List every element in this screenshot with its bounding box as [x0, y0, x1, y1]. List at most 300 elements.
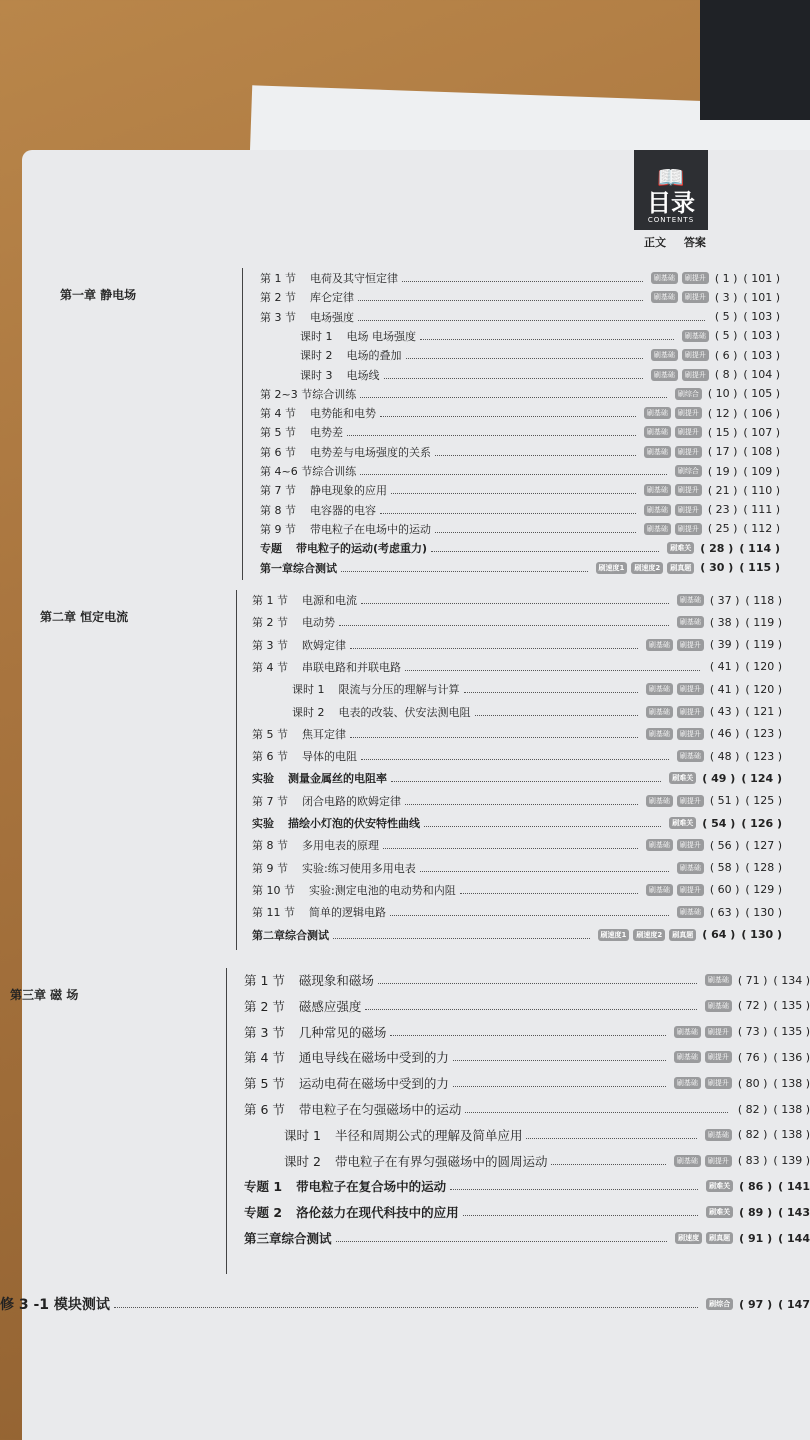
practice-badge: 刷难关 — [669, 772, 696, 784]
chapter-2-title: 第二章 恒定电流 — [40, 610, 129, 624]
practice-badge: 刷提升 — [677, 728, 704, 740]
toc-number: 第 5 节 — [244, 1076, 285, 1092]
answer-page-number: ( 130 ) — [741, 928, 782, 941]
toc-title: 电场 电场强度 — [346, 329, 416, 343]
practice-badge: 刷提升 — [705, 1026, 732, 1038]
leader-dots — [435, 454, 636, 456]
toc-row[interactable] — [244, 998, 810, 1014]
toc-title: 描绘小灯泡的伏安特性曲线 — [288, 817, 420, 830]
practice-badge: 刷基础 — [646, 683, 673, 695]
leader-dots — [406, 357, 643, 359]
practice-badge: 刷提升 — [682, 291, 709, 303]
leader-dots — [435, 531, 636, 533]
leader-dots — [391, 780, 661, 782]
toc-title: 欧姆定律 — [302, 638, 346, 652]
toc-row[interactable] — [252, 592, 782, 608]
toc-title: 带电粒子的运动(考虑重力) — [296, 542, 428, 556]
leader-dots — [420, 338, 674, 340]
toc-number: 第 2~3 节综合训练 — [260, 387, 357, 401]
practice-badge: 刷提升 — [677, 839, 704, 851]
practice-badge: 刷速度2 — [633, 929, 665, 941]
leader-dots — [360, 473, 667, 475]
module-test-badge: 刷综合 — [706, 1298, 733, 1310]
leader-dots — [380, 512, 636, 514]
page-number: ( 82 ) — [737, 1128, 768, 1142]
toc-row[interactable] — [260, 424, 780, 440]
toc-number: 课时 1 — [300, 329, 333, 343]
leader-dots — [424, 825, 661, 827]
toc-row[interactable] — [300, 328, 780, 344]
page-number: ( 73 ) — [737, 1025, 768, 1039]
toc-number: 第 4~6 节综合训练 — [260, 465, 357, 478]
page-number: ( 80 ) — [737, 1076, 768, 1090]
toc-row[interactable] — [260, 289, 780, 305]
practice-badge: 刷真题 — [667, 562, 694, 574]
practice-badge: 刷提升 — [677, 639, 704, 651]
answer-page-number: ( 129 ) — [745, 883, 782, 897]
toc-title: 带电粒子在匀强磁场中的运动 — [298, 1102, 462, 1117]
toc-row[interactable] — [244, 1075, 810, 1091]
page-number: ( 86 ) — [739, 1179, 773, 1193]
page-subtitle: CONTENTS — [647, 216, 695, 224]
page-number: ( 10 ) — [707, 387, 738, 401]
page-number: ( 46 ) — [709, 727, 740, 741]
practice-badge: 刷速度1 — [596, 562, 628, 574]
answer-page-number: ( 124 ) — [741, 771, 782, 785]
book-icon: 📖 — [657, 166, 685, 191]
toc-title: 静电现象的应用 — [310, 484, 387, 498]
page-number: ( 49 ) — [702, 771, 736, 785]
toc-row[interactable] — [260, 270, 780, 286]
page-number: ( 58 ) — [709, 861, 740, 875]
toc-number: 第 6 节 — [244, 1102, 285, 1117]
toc-row[interactable] — [260, 463, 780, 479]
page-number: ( 82 ) — [737, 1102, 768, 1116]
toc-row[interactable] — [260, 482, 780, 498]
toc-row[interactable] — [292, 704, 782, 720]
toc-number: 课时 1 — [292, 683, 325, 697]
page-number: ( 28 ) — [700, 541, 734, 555]
practice-badge: 刷基础 — [677, 862, 704, 874]
toc-row[interactable] — [260, 386, 780, 402]
leader-dots — [391, 492, 636, 494]
practice-badge: 刷基础 — [644, 446, 671, 458]
toc-row[interactable] — [252, 793, 782, 809]
practice-badge: 刷综合 — [675, 465, 702, 477]
toc-title: 闭合电路的欧姆定律 — [302, 794, 401, 808]
toc-title: 电动势 — [302, 616, 335, 630]
toc-number: 第 9 节 — [260, 522, 296, 536]
practice-badge: 刷难关 — [669, 817, 696, 829]
toc-number: 第 8 节 — [252, 839, 288, 853]
practice-badge: 刷基础 — [646, 884, 673, 896]
toc-title: 测量金属丝的电阻率 — [288, 772, 387, 786]
leader-dots — [360, 396, 667, 398]
toc-row[interactable] — [244, 1101, 810, 1117]
toc-row[interactable] — [252, 614, 782, 630]
answer-page-number: ( 138 ) — [773, 1128, 810, 1142]
practice-badge: 刷基础 — [651, 291, 678, 303]
practice-badge: 刷基础 — [644, 407, 671, 419]
page-number: ( 41 ) — [709, 660, 740, 674]
toc-row[interactable] — [244, 1024, 810, 1040]
practice-badge: 刷基础 — [677, 616, 704, 628]
answer-page-number: ( 121 ) — [745, 705, 782, 718]
leader-dots — [378, 982, 697, 984]
module-test-page: ( 97 ) — [739, 1297, 773, 1311]
leader-dots — [347, 434, 636, 436]
practice-badge: 刷基础 — [646, 839, 673, 851]
leader-dots — [453, 1085, 666, 1087]
toc-number: 课时 2 — [292, 705, 325, 719]
page-number: ( 23 ) — [707, 503, 738, 517]
practice-badge: 刷基础 — [644, 523, 671, 535]
toc-number: 第 5 节 — [252, 727, 288, 741]
leader-dots — [336, 1240, 668, 1242]
toc-row[interactable] — [260, 309, 780, 325]
answer-page-number: ( 106 ) — [743, 406, 780, 420]
practice-badge: 刷提升 — [675, 407, 702, 419]
page-number: ( 41 ) — [709, 682, 740, 696]
answer-page-number: ( 120 ) — [745, 682, 782, 696]
practice-badge: 刷提升 — [675, 523, 702, 535]
toc-number: 专题 — [260, 542, 282, 556]
answer-page-number: ( 138 ) — [773, 1076, 810, 1090]
toc-number: 第 3 节 — [260, 310, 296, 324]
toc-row[interactable] — [252, 726, 782, 742]
toc-title: 限流与分压的理解与计算 — [338, 683, 460, 697]
toc-number: 第 11 节 — [252, 906, 295, 920]
page-number: ( 48 ) — [709, 749, 740, 763]
leader-dots — [390, 914, 669, 916]
answer-page-number: ( 118 ) — [745, 593, 782, 607]
leader-dots — [475, 714, 638, 716]
toc-title: 带电粒子在复合场中的运动 — [296, 1179, 447, 1195]
toc-row[interactable] — [284, 1153, 810, 1169]
answer-page-number: ( 115 ) — [739, 561, 780, 574]
toc-title: 焦耳定律 — [302, 727, 346, 741]
leader-dots — [431, 550, 659, 552]
toc-number: 第 4 节 — [260, 407, 296, 421]
practice-badge: 刷基础 — [677, 906, 704, 918]
toc-row[interactable] — [260, 444, 780, 460]
page-number: ( 39 ) — [709, 638, 740, 652]
toc-row[interactable] — [252, 904, 782, 920]
page-number: ( 25 ) — [707, 522, 738, 536]
practice-badge: 刷真题 — [669, 929, 696, 941]
toc-number: 专题 1 — [244, 1179, 283, 1195]
practice-badge: 刷难关 — [706, 1206, 733, 1218]
toc-row[interactable] — [252, 770, 782, 786]
leader-dots — [361, 602, 669, 604]
toc-row[interactable] — [252, 815, 782, 831]
column-answer: 答案 — [683, 236, 706, 249]
toc-title: 电场强度 — [310, 310, 354, 324]
toc-title: 电场线 — [346, 368, 380, 382]
toc-number: 第 2 节 — [244, 998, 285, 1014]
toc-title: 多用电表的原理 — [302, 839, 379, 853]
toc-row[interactable] — [252, 860, 782, 876]
answer-page-number: ( 139 ) — [773, 1154, 810, 1168]
chapter-3-title: 第三章 磁 场 — [10, 988, 79, 1002]
toc-row[interactable] — [260, 405, 780, 421]
answer-page-number: ( 135 ) — [773, 999, 810, 1013]
practice-badge: 刷基础 — [674, 1026, 701, 1038]
page-number: ( 1 ) — [714, 271, 738, 285]
practice-badge: 刷基础 — [705, 1129, 732, 1141]
toc-number: 第 4 节 — [252, 660, 288, 674]
practice-badge: 刷基础 — [651, 349, 678, 361]
toc-title: 导体的电阻 — [302, 750, 357, 764]
practice-badge: 刷提升 — [675, 484, 702, 496]
page-number: ( 12 ) — [707, 406, 738, 420]
practice-badge: 刷基础 — [682, 330, 709, 342]
toc-row[interactable] — [244, 1204, 810, 1220]
toc-number: 第 6 节 — [260, 445, 296, 459]
toc-row[interactable] — [244, 1178, 810, 1194]
toc-row[interactable] — [260, 521, 780, 537]
leader-dots — [361, 758, 669, 760]
answer-page-number: ( 119 ) — [745, 638, 782, 652]
leader-dots — [358, 299, 643, 301]
answer-page-number: ( 136 ) — [773, 1050, 810, 1064]
answer-page-number: ( 101 ) — [743, 271, 780, 285]
toc-row[interactable] — [252, 659, 782, 675]
leader-dots — [465, 1111, 727, 1113]
practice-badge: 刷提升 — [677, 683, 704, 695]
practice-badge: 刷提升 — [682, 272, 709, 284]
answer-page-number: ( 135 ) — [773, 1025, 810, 1039]
toc-number: 第 1 节 — [252, 594, 288, 607]
page-number: ( 43 ) — [709, 705, 740, 718]
answer-page-number: ( 103 ) — [743, 329, 780, 343]
answer-page-number: ( 103 ) — [743, 310, 780, 324]
answer-page-number: ( 130 ) — [745, 905, 782, 919]
answer-page-number: ( 107 ) — [743, 425, 780, 439]
toc-row[interactable] — [284, 1127, 810, 1143]
page-number: ( 8 ) — [714, 368, 738, 381]
page-number: ( 83 ) — [737, 1154, 768, 1168]
toc-row[interactable] — [292, 681, 782, 697]
page-number: ( 21 ) — [707, 483, 738, 497]
leader-dots — [420, 870, 669, 872]
toc-number: 第 6 节 — [252, 750, 288, 764]
chapter-3-divider — [226, 968, 227, 1274]
practice-badge: 刷提升 — [675, 446, 702, 458]
answer-page-number: ( 127 ) — [745, 838, 782, 852]
toc-number: 课时 2 — [284, 1153, 321, 1169]
leader-dots — [358, 319, 705, 321]
page-title: 目录 — [647, 189, 695, 217]
page-number: ( 30 ) — [700, 561, 734, 574]
practice-badge: 刷基础 — [674, 1051, 701, 1063]
toc-number: 第二章综合测试 — [252, 928, 329, 942]
toc-number: 第 8 节 — [260, 503, 296, 517]
toc-number: 实验 — [252, 817, 274, 830]
page-number: ( 6 ) — [714, 348, 738, 362]
page-number: ( 5 ) — [714, 329, 738, 343]
toc-number: 第三章综合测试 — [244, 1231, 332, 1246]
practice-badge: 刷提升 — [677, 884, 704, 896]
toc-number: 第 7 节 — [260, 484, 296, 498]
practice-badge: 刷提升 — [705, 1051, 732, 1063]
answer-page-number: ( 111 ) — [743, 503, 780, 517]
practice-badge: 刷基础 — [644, 504, 671, 516]
answer-page-number: ( 114 ) — [739, 541, 780, 555]
toc-row[interactable] — [260, 560, 780, 576]
practice-badge: 刷基础 — [646, 728, 673, 740]
module-test-row[interactable] — [0, 1296, 810, 1312]
toc-title: 电表的改装、伏安法测电阻 — [338, 705, 471, 719]
practice-badge: 刷基础 — [646, 706, 673, 718]
practice-badge: 刷基础 — [646, 639, 673, 651]
toc-title: 电势差 — [310, 426, 343, 440]
answer-page-number: ( 109 ) — [743, 464, 780, 478]
leader-dots — [453, 1059, 666, 1061]
practice-badge: 刷基础 — [651, 272, 678, 284]
leader-dots — [380, 415, 636, 417]
leader-dots — [341, 570, 588, 572]
toc-number: 第 4 节 — [244, 1050, 285, 1066]
leader-dots — [350, 647, 638, 649]
practice-badge: 刷提升 — [705, 1077, 732, 1089]
practice-badge: 刷提升 — [677, 795, 704, 807]
leader-dots — [383, 847, 638, 849]
module-test-answer: ( 147 — [778, 1297, 810, 1311]
toc-title: 电荷及其守恒定律 — [310, 272, 398, 285]
practice-badge: 刷提升 — [675, 504, 702, 516]
toc-row[interactable] — [252, 748, 782, 764]
answer-page-number: ( 141 — [778, 1179, 810, 1193]
toc-number: 第 9 节 — [252, 861, 288, 875]
toc-row[interactable] — [244, 972, 810, 988]
answer-page-number: ( 125 ) — [745, 794, 782, 808]
column-main: 正文 — [644, 236, 666, 249]
toc-row[interactable] — [244, 1230, 810, 1246]
leader-dots — [402, 280, 643, 282]
answer-page-number: ( 138 ) — [773, 1102, 810, 1116]
toc-row[interactable] — [300, 347, 780, 363]
toc-title: 实验:练习使用多用电表 — [302, 861, 416, 875]
practice-badge: 刷速度 — [675, 1232, 702, 1244]
page-number: ( 17 ) — [707, 445, 738, 459]
practice-badge: 刷综合 — [675, 388, 702, 400]
toc-row[interactable] — [252, 637, 782, 653]
toc-number: 实验 — [252, 772, 274, 786]
toc-title: 串联电路和并联电路 — [302, 660, 401, 674]
toc-title: 带电粒子在电场中的运动 — [310, 522, 431, 536]
page-number: ( 72 ) — [737, 999, 768, 1013]
leader-dots — [405, 803, 638, 805]
toc-number: 第 5 节 — [260, 426, 296, 440]
toc-row[interactable] — [300, 367, 780, 383]
answer-page-number: ( 144 — [778, 1231, 810, 1245]
toc-row[interactable] — [252, 837, 782, 853]
toc-row[interactable] — [252, 882, 782, 898]
chapter-1-title: 第一章 静电场 — [60, 288, 137, 302]
page-number: ( 89 ) — [739, 1205, 773, 1219]
answer-page-number: ( 134 ) — [773, 973, 810, 987]
toc-title: 电势能和电势 — [310, 407, 376, 421]
toc-title: 电势差与电场强度的关系 — [310, 445, 431, 459]
toc-number: 第 1 节 — [244, 973, 285, 988]
page-number: ( 51 ) — [709, 794, 740, 808]
practice-badge: 刷基础 — [644, 426, 671, 438]
toc-number: 第一章综合测试 — [260, 561, 337, 575]
page-number: ( 19 ) — [707, 464, 738, 478]
toc-number: 第 2 节 — [260, 291, 296, 305]
toc-row[interactable] — [244, 1049, 810, 1065]
toc-title: 实验:测定电池的电动势和内阻 — [309, 883, 456, 897]
leader-dots — [384, 377, 643, 379]
column-headers — [644, 234, 720, 250]
toc-title: 电场的叠加 — [346, 349, 402, 363]
answer-page-number: ( 143 — [778, 1205, 810, 1219]
toc-row[interactable] — [260, 540, 780, 556]
answer-page-number: ( 123 ) — [745, 727, 782, 741]
answer-page-number: ( 105 ) — [743, 387, 780, 401]
toc-number: 第 7 节 — [252, 794, 288, 808]
practice-badge: 刷基础 — [674, 1077, 701, 1089]
leader-dots — [463, 1214, 699, 1216]
practice-badge: 刷提升 — [682, 349, 709, 361]
answer-page-number: ( 103 ) — [743, 348, 780, 362]
answer-page-number: ( 101 ) — [743, 290, 780, 304]
toc-title: 带电粒子在有界匀强磁场中的圆周运动 — [334, 1153, 548, 1169]
toc-title: 磁感应强度 — [298, 998, 362, 1014]
answer-page-number: ( 112 ) — [743, 522, 780, 536]
practice-badge: 刷基础 — [646, 795, 673, 807]
page-number: ( 60 ) — [709, 883, 740, 897]
practice-badge: 刷速度1 — [598, 929, 630, 941]
leader-dots — [450, 1188, 698, 1190]
page-number: ( 64 ) — [702, 928, 736, 941]
leader-dots — [365, 1008, 696, 1010]
leader-dots — [460, 892, 638, 894]
leader-dots — [390, 1034, 665, 1036]
toc-title: 库仑定律 — [310, 291, 354, 305]
toc-title: 运动电荷在磁场中受到的力 — [298, 1076, 449, 1092]
contents-title-tab — [634, 150, 708, 230]
toc-row[interactable] — [252, 927, 782, 943]
chapter-1-divider — [242, 268, 243, 580]
practice-badge: 刷基础 — [677, 750, 704, 762]
leader-dots — [339, 624, 669, 626]
toc-title: 通电导线在磁场中受到的力 — [298, 1050, 449, 1066]
practice-badge: 刷难关 — [667, 542, 694, 554]
page-number: ( 38 ) — [709, 615, 740, 629]
module-test-title: 修 3 -1 模块测试 — [0, 1297, 110, 1313]
page-number: ( 91 ) — [739, 1231, 773, 1245]
practice-badge: 刷速度2 — [631, 562, 663, 574]
answer-page-number: ( 108 ) — [743, 445, 780, 459]
practice-badge: 刷基础 — [677, 594, 704, 606]
toc-number: 课时 1 — [284, 1127, 321, 1143]
toc-number: 专题 2 — [244, 1205, 283, 1221]
toc-title: 几种常见的磁场 — [298, 1024, 387, 1040]
background-dark-object — [700, 0, 810, 120]
toc-row[interactable] — [260, 502, 780, 518]
chapter-2-divider — [236, 590, 237, 950]
practice-badge: 刷真题 — [706, 1232, 733, 1244]
practice-badge: 刷提升 — [677, 706, 704, 718]
toc-title: 电源和电流 — [302, 594, 357, 607]
answer-page-number: ( 120 ) — [745, 660, 782, 674]
toc-title: 简单的逻辑电路 — [309, 906, 386, 920]
page-number: ( 15 ) — [707, 425, 738, 439]
leader-dots — [333, 937, 590, 939]
practice-badge: 刷基础 — [644, 484, 671, 496]
